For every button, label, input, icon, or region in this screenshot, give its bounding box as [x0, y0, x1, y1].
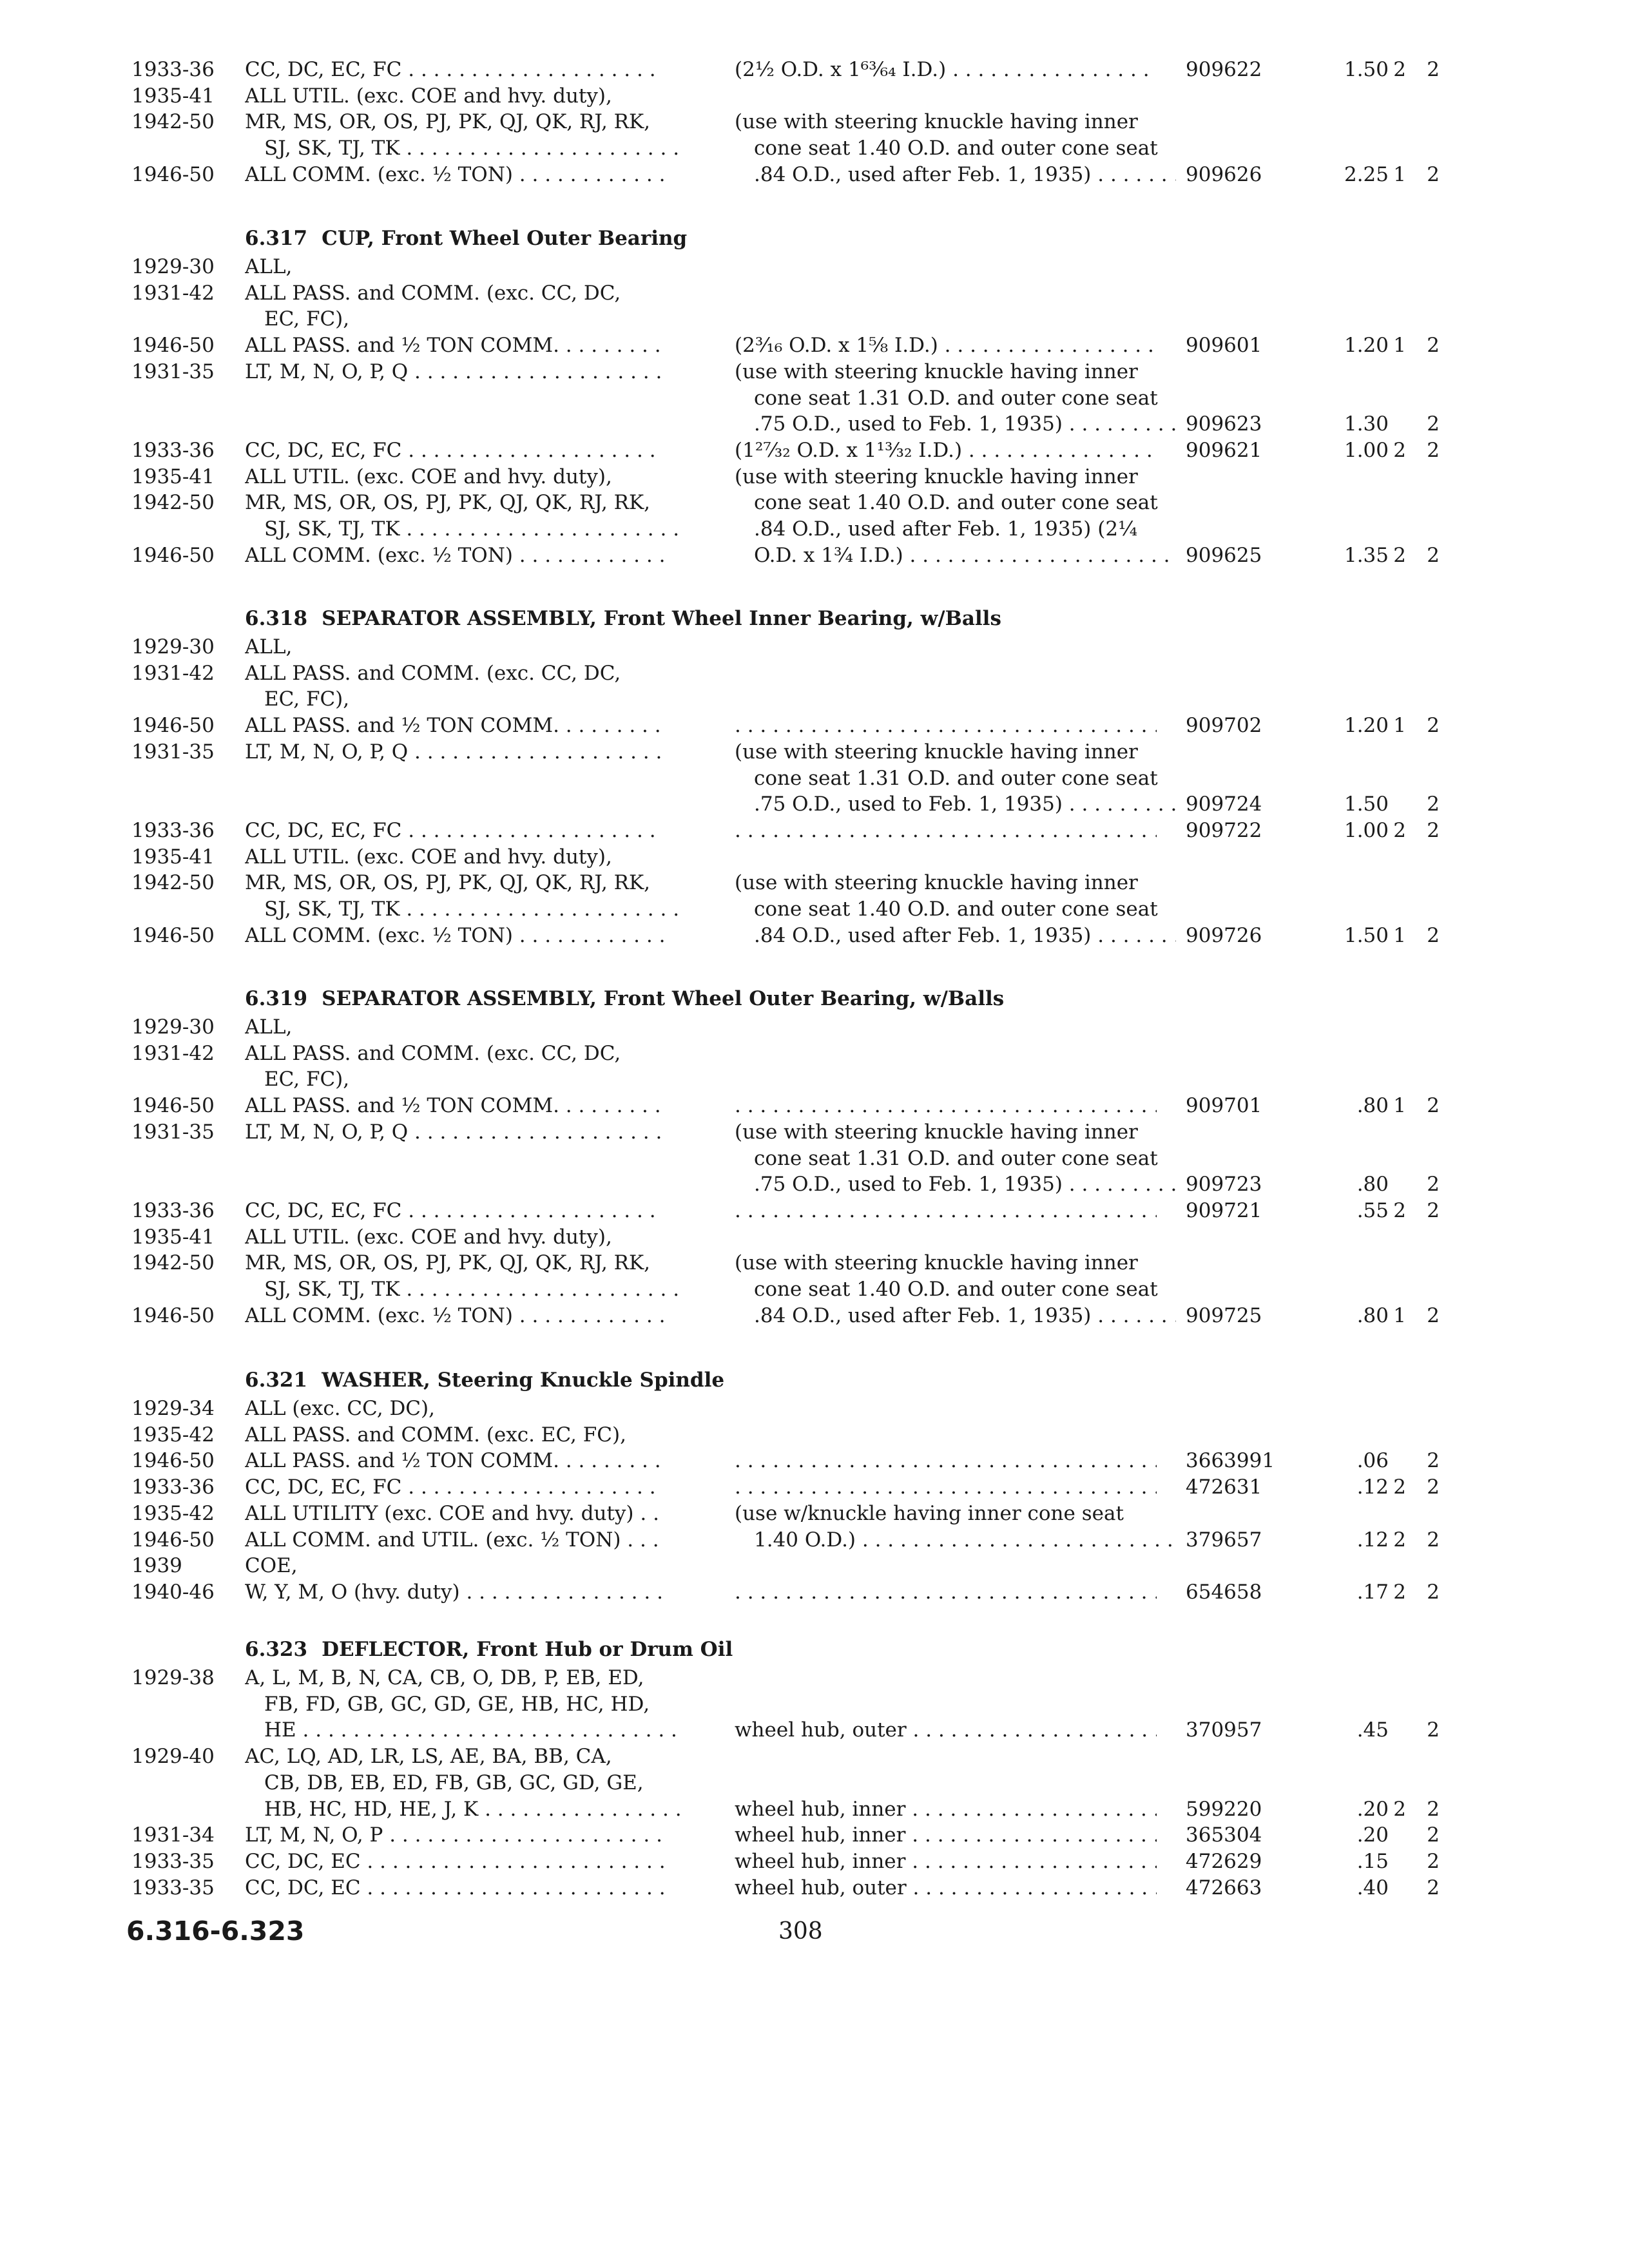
model-list: SJ, SK, TJ, TK . . . [245, 135, 683, 161]
part-description: (use with steering knuckle having inner [735, 1251, 1138, 1274]
model-list: ALL COMM. (exc. ½ TON) . . . [245, 923, 664, 948]
list-price: .17 [1356, 1581, 1389, 1604]
catalog-row [0, 765, 1629, 791]
catalog-row [0, 1579, 1629, 1605]
part-number: 379657 [1186, 1528, 1262, 1552]
package-quantity: 2 [1427, 1449, 1440, 1472]
package-quantity: 2 [1427, 1528, 1440, 1552]
part-number: 909621 [1186, 439, 1262, 462]
model-years: 1929-38 [131, 1666, 215, 1689]
model-list: ALL PASS. and ½ TON COMM. . . . [245, 332, 664, 358]
part-description: O.D. x 1¾ I.D.) . . . [735, 543, 1176, 568]
part-description: (use with steering knuckle having inner [735, 465, 1138, 488]
catalog-row [0, 1276, 1629, 1302]
model-list: ALL, [245, 635, 293, 658]
model-years: 1933-36 [131, 58, 215, 81]
part-description: wheel hub, outer . . . [735, 1875, 1157, 1901]
catalog-row [0, 1066, 1629, 1092]
package-quantity: 2 [1427, 1581, 1440, 1604]
package-quantity: 2 [1427, 1718, 1440, 1742]
section-number: 6.318 [245, 607, 308, 630]
catalog-row [0, 1744, 1629, 1769]
catalog-row [0, 1171, 1629, 1197]
list-price: 1.20 [1344, 334, 1389, 357]
quantity-per-car: 1 [1393, 334, 1406, 357]
model-list: ALL PASS. and COMM. (exc. CC, DC, [245, 1042, 621, 1065]
model-list: ALL, [245, 255, 293, 278]
list-price: .12 [1356, 1475, 1389, 1499]
catalog-row [0, 1396, 1629, 1421]
part-description: .75 O.D., used to Feb. 1, 1935) . . . [735, 1171, 1176, 1197]
part-description: (use with steering knuckle having inner [735, 740, 1138, 764]
catalog-row [0, 870, 1629, 896]
footer-section-range: 6.316-6.323 [126, 1916, 305, 1946]
catalog-row [0, 791, 1629, 817]
model-list: ALL UTIL. (exc. COE and hvy. duty), [245, 845, 612, 869]
part-number: 909623 [1186, 412, 1262, 436]
part-description: cone seat 1.31 O.D. and outer cone seat [754, 767, 1158, 790]
model-list: ALL UTIL. (exc. COE and hvy. duty), [245, 465, 612, 488]
catalog-row [0, 739, 1629, 765]
catalog-row [0, 1875, 1629, 1901]
quantity-per-car: 1 [1393, 1304, 1406, 1327]
package-quantity: 2 [1427, 714, 1440, 737]
list-price: .45 [1356, 1718, 1389, 1742]
package-quantity: 2 [1427, 334, 1440, 357]
model-years: 1933-36 [131, 439, 215, 462]
section-title: CUP, Front Wheel Outer Bearing [322, 227, 688, 250]
model-years: 1946-50 [131, 334, 215, 357]
catalog-row [0, 162, 1629, 187]
model-years: 1946-50 [131, 544, 215, 567]
model-list: CC, DC, EC, FC . . . [245, 437, 664, 463]
catalog-row [0, 543, 1629, 568]
catalog-row [0, 1717, 1629, 1743]
part-description: .84 O.D., used after Feb. 1, 1935) . . . [735, 162, 1176, 187]
part-description: (use with steering knuckle having inner [735, 360, 1138, 383]
catalog-row [0, 1474, 1629, 1500]
section-heading [245, 986, 1004, 1012]
section-heading [245, 226, 687, 251]
part-description [735, 1474, 1157, 1500]
model-list: ALL PASS. and COMM. (exc. CC, DC, [245, 282, 621, 305]
package-quantity: 2 [1427, 1876, 1440, 1899]
part-number: 472631 [1186, 1475, 1262, 1499]
part-description: wheel hub, outer . . . [735, 1717, 1157, 1743]
catalog-row [0, 1849, 1629, 1874]
model-list: CC, DC, EC . . . [245, 1849, 664, 1874]
catalog-row [0, 1250, 1629, 1276]
model-years: 1946-50 [131, 163, 215, 186]
model-list: CB, DB, EB, ED, FB, GB, GC, GD, GE, [264, 1771, 644, 1794]
part-number: 909601 [1186, 334, 1262, 357]
list-price: 1.50 [1344, 793, 1389, 816]
catalog-row [0, 516, 1629, 542]
model-list: CC, DC, EC, FC . . . [245, 57, 664, 82]
model-list: CC, DC, EC . . . [245, 1875, 664, 1901]
quantity-per-car: 2 [1393, 58, 1406, 81]
model-years: 1929-34 [131, 1397, 215, 1420]
part-number: 909726 [1186, 924, 1262, 947]
model-list: ALL COMM. (exc. ½ TON) . . . [245, 162, 664, 187]
quantity-per-car: 1 [1393, 163, 1406, 186]
model-years: 1931-42 [131, 282, 215, 305]
model-list: ALL PASS. and COMM. (exc. EC, FC), [245, 1423, 626, 1446]
model-list: CC, DC, EC, FC . . . [245, 1198, 664, 1224]
part-number: 3663991 [1186, 1449, 1275, 1472]
catalog-row [0, 1796, 1629, 1822]
package-quantity: 2 [1427, 1173, 1440, 1196]
part-description: (2³⁄₁₆ O.D. x 1⅝ I.D.) . . . [735, 332, 1157, 358]
catalog-row [0, 1303, 1629, 1329]
quantity-per-car: 2 [1393, 1475, 1406, 1499]
package-quantity: 2 [1427, 1823, 1440, 1847]
quantity-per-car: 2 [1393, 1798, 1406, 1821]
catalog-row [0, 1014, 1629, 1040]
package-quantity: 2 [1427, 1475, 1440, 1499]
model-list: MR, MS, OR, OS, PJ, PK, QJ, QK, RJ, RK, [245, 491, 651, 514]
catalog-row [0, 1422, 1629, 1448]
list-price: .40 [1356, 1876, 1389, 1899]
section-number: 6.323 [245, 1638, 308, 1661]
model-years: 1935-41 [131, 845, 215, 869]
list-price: .80 [1356, 1304, 1389, 1327]
model-years: 1935-42 [131, 1423, 215, 1446]
part-description: .84 O.D., used after Feb. 1, 1935) . . . [735, 923, 1176, 948]
model-list: LT, M, N, O, P, Q . . . [245, 739, 664, 765]
catalog-row [0, 1198, 1629, 1224]
part-description: .75 O.D., used to Feb. 1, 1935) . . . [735, 411, 1176, 437]
model-years: 1935-41 [131, 465, 215, 488]
catalog-row [0, 844, 1629, 870]
catalog-row [0, 437, 1629, 463]
model-list: MR, MS, OR, OS, PJ, PK, QJ, QK, RJ, RK, [245, 110, 651, 133]
part-description: cone seat 1.40 O.D. and outer cone seat [754, 1278, 1158, 1301]
model-years: 1940-46 [131, 1581, 215, 1604]
package-quantity: 2 [1427, 412, 1440, 436]
catalog-row [0, 923, 1629, 948]
model-years: 1931-35 [131, 360, 215, 383]
model-list: ALL PASS. and COMM. (exc. CC, DC, [245, 662, 621, 685]
package-quantity: 2 [1427, 924, 1440, 947]
part-description: .75 O.D., used to Feb. 1, 1935) . . . [735, 791, 1176, 817]
part-description [735, 1448, 1157, 1474]
model-years: 1946-50 [131, 1528, 215, 1552]
model-years: 1929-40 [131, 1745, 215, 1768]
model-years: 1935-41 [131, 84, 215, 108]
catalog-row [0, 1501, 1629, 1526]
model-list: COE, [245, 1554, 298, 1577]
package-quantity: 2 [1427, 819, 1440, 842]
model-years: 1933-35 [131, 1876, 215, 1899]
section-title: SEPARATOR ASSEMBLY, Front Wheel Inner Bearing, w/Balls [322, 607, 1001, 630]
package-quantity: 2 [1427, 793, 1440, 816]
catalog-row [0, 306, 1629, 332]
model-list: CC, DC, EC, FC . . . [245, 1474, 664, 1500]
part-number: 909702 [1186, 714, 1262, 737]
catalog-row [0, 280, 1629, 306]
list-price: 1.20 [1344, 714, 1389, 737]
part-number: 370957 [1186, 1718, 1262, 1742]
catalog-row [0, 135, 1629, 161]
model-years: 1946-50 [131, 714, 215, 737]
model-years: 1931-42 [131, 1042, 215, 1065]
catalog-row [0, 713, 1629, 738]
part-description: .84 O.D., used after Feb. 1, 1935) . . . [735, 1303, 1176, 1329]
section-heading [245, 1637, 733, 1662]
catalog-row [0, 1665, 1629, 1691]
list-price: 1.00 [1344, 439, 1389, 462]
section-number: 6.321 [245, 1369, 308, 1392]
package-quantity: 2 [1427, 1850, 1440, 1873]
model-list: ALL UTIL. (exc. COE and hvy. duty), [245, 1225, 612, 1249]
model-list: ALL PASS. and ½ TON COMM. . . . [245, 1093, 664, 1119]
model-years: 1946-50 [131, 924, 215, 947]
list-price: 2.25 [1344, 163, 1389, 186]
catalog-row [0, 1448, 1629, 1474]
part-number: 909723 [1186, 1173, 1262, 1196]
model-list: ALL COMM. (exc. ½ TON) . . . [245, 543, 664, 568]
model-list: ALL COMM. (exc. ½ TON) . . . [245, 1303, 664, 1329]
part-description: (1²⁷⁄₃₂ O.D. x 1¹³⁄₃₂ I.D.) . . . [735, 437, 1157, 463]
model-list: ALL UTILITY (exc. COE and hvy. duty) . . . [245, 1501, 664, 1526]
catalog-row [0, 1041, 1629, 1066]
model-years: 1946-50 [131, 1304, 215, 1327]
section-number: 6.319 [245, 987, 308, 1010]
part-number: 909724 [1186, 793, 1262, 816]
package-quantity: 2 [1427, 544, 1440, 567]
part-description [735, 1579, 1157, 1605]
catalog-row [0, 332, 1629, 358]
quantity-per-car: 2 [1393, 1581, 1406, 1604]
model-list: SJ, SK, TJ, TK . . . [245, 896, 683, 922]
catalog-row [0, 57, 1629, 82]
part-description [735, 818, 1157, 843]
catalog-row [0, 1119, 1629, 1145]
quantity-per-car: 1 [1393, 1094, 1406, 1117]
model-list: SJ, SK, TJ, TK . . . [245, 516, 683, 542]
part-description: cone seat 1.40 O.D. and outer cone seat [754, 898, 1158, 921]
model-years: 1933-35 [131, 1850, 215, 1873]
catalog-row [0, 254, 1629, 280]
part-description [735, 1198, 1157, 1224]
model-list: AC, LQ, AD, LR, LS, AE, BA, BB, CA, [245, 1745, 612, 1768]
model-years: 1933-36 [131, 1475, 215, 1499]
part-description: cone seat 1.31 O.D. and outer cone seat [754, 387, 1158, 410]
part-description: cone seat 1.40 O.D. and outer cone seat [754, 137, 1158, 160]
model-list: FB, FD, GB, GC, GD, GE, HB, HC, HD, [264, 1693, 650, 1716]
catalog-row [0, 1822, 1629, 1848]
list-price: 1.50 [1344, 924, 1389, 947]
model-list: MR, MS, OR, OS, PJ, PK, QJ, QK, RJ, RK, [245, 1251, 651, 1274]
part-description: 1.40 O.D.) . . . [735, 1527, 1176, 1553]
model-years: 1946-50 [131, 1449, 215, 1472]
catalog-row [0, 1770, 1629, 1796]
catalog-row [0, 1146, 1629, 1171]
list-price: .80 [1356, 1173, 1389, 1196]
catalog-row [0, 411, 1629, 437]
part-number: 909721 [1186, 1199, 1262, 1222]
list-price: .06 [1356, 1449, 1389, 1472]
catalog-row [0, 1093, 1629, 1119]
model-list: SJ, SK, TJ, TK . . . [245, 1276, 683, 1302]
part-number: 909701 [1186, 1094, 1262, 1117]
list-price: 1.50 [1344, 58, 1389, 81]
list-price: .55 [1356, 1199, 1389, 1222]
part-description: (use with steering knuckle having inner [735, 1120, 1138, 1144]
model-list: HE . . . [245, 1717, 683, 1743]
catalog-row [0, 686, 1629, 712]
quantity-per-car: 2 [1393, 1199, 1406, 1222]
quantity-per-car: 1 [1393, 714, 1406, 737]
model-years: 1946-50 [131, 1094, 215, 1117]
catalog-row [0, 490, 1629, 515]
list-price: .15 [1356, 1850, 1389, 1873]
package-quantity: 2 [1427, 1199, 1440, 1222]
part-description: .84 O.D., used after Feb. 1, 1935) (2¼ [754, 517, 1138, 541]
quantity-per-car: 1 [1393, 924, 1406, 947]
catalog-row [0, 83, 1629, 109]
part-number: 599220 [1186, 1798, 1262, 1821]
model-list: ALL (exc. CC, DC), [245, 1397, 435, 1420]
quantity-per-car: 2 [1393, 544, 1406, 567]
model-list: LT, M, N, O, P, Q . . . [245, 1119, 664, 1145]
model-list: EC, FC), [264, 307, 350, 331]
model-list: ALL, [245, 1015, 293, 1039]
model-list: ALL PASS. and ½ TON COMM. . . . [245, 1448, 664, 1474]
section-title: WASHER, Steering Knuckle Spindle [322, 1369, 725, 1392]
part-description: (use w/knuckle having inner cone seat [735, 1502, 1124, 1525]
catalog-row [0, 1691, 1629, 1717]
list-price: .80 [1356, 1094, 1389, 1117]
footer-page-number: 308 [778, 1918, 823, 1945]
list-price: .20 [1356, 1823, 1389, 1847]
model-years: 1933-36 [131, 1199, 215, 1222]
model-list: EC, FC), [264, 687, 350, 711]
package-quantity: 2 [1427, 439, 1440, 462]
list-price: 1.00 [1344, 819, 1389, 842]
catalog-row [0, 634, 1629, 660]
catalog-row [0, 109, 1629, 135]
quantity-per-car: 2 [1393, 439, 1406, 462]
package-quantity: 2 [1427, 1304, 1440, 1327]
model-list: LT, M, N, O, P, Q . . . [245, 359, 664, 385]
part-description: wheel hub, inner . . . [735, 1796, 1157, 1822]
model-list: W, Y, M, O (hvy. duty) . . . [245, 1579, 664, 1605]
model-list: ALL UTIL. (exc. COE and hvy. duty), [245, 84, 612, 108]
part-number: 909622 [1186, 58, 1262, 81]
catalog-row [0, 359, 1629, 385]
part-description [735, 1093, 1157, 1119]
part-description [735, 713, 1157, 738]
package-quantity: 2 [1427, 1798, 1440, 1821]
list-price: 1.30 [1344, 412, 1389, 436]
catalog-row [0, 1224, 1629, 1250]
model-list: MR, MS, OR, OS, PJ, PK, QJ, QK, RJ, RK, [245, 871, 651, 894]
model-years: 1942-50 [131, 871, 215, 894]
model-list: ALL COMM. and UTIL. (exc. ½ TON) . . . [245, 1527, 664, 1553]
catalog-row [0, 660, 1629, 686]
model-list: HB, HC, HD, HE, J, K . . . [245, 1796, 683, 1822]
model-years: 1931-35 [131, 1120, 215, 1144]
package-quantity: 2 [1427, 58, 1440, 81]
part-number: 909722 [1186, 819, 1262, 842]
part-number: 472663 [1186, 1876, 1262, 1899]
section-number: 6.317 [245, 227, 308, 250]
section-heading [245, 606, 1001, 631]
part-number: 654658 [1186, 1581, 1262, 1604]
catalog-row [0, 1553, 1629, 1579]
part-description: (use with steering knuckle having inner [735, 110, 1138, 133]
catalog-row [0, 464, 1629, 490]
part-description: wheel hub, inner . . . [735, 1822, 1157, 1848]
catalog-row [0, 385, 1629, 411]
part-description: (use with steering knuckle having inner [735, 871, 1138, 894]
model-years: 1939 [131, 1554, 182, 1577]
model-years: 1929-30 [131, 1015, 215, 1039]
model-years: 1931-42 [131, 662, 215, 685]
catalog-row [0, 1527, 1629, 1553]
part-description: (2½ O.D. x 1⁶³⁄₆₄ I.D.) . . . [735, 57, 1157, 82]
quantity-per-car: 2 [1393, 1528, 1406, 1552]
model-years: 1931-34 [131, 1823, 215, 1847]
model-years: 1931-35 [131, 740, 215, 764]
part-number: 909625 [1186, 544, 1262, 567]
model-years: 1942-50 [131, 110, 215, 133]
model-list: CC, DC, EC, FC . . . [245, 818, 664, 843]
quantity-per-car: 2 [1393, 819, 1406, 842]
model-years: 1929-30 [131, 255, 215, 278]
part-number: 909626 [1186, 163, 1262, 186]
list-price: .12 [1356, 1528, 1389, 1552]
model-list: LT, M, N, O, P . . . [245, 1822, 664, 1848]
model-list: ALL PASS. and ½ TON COMM. . . . [245, 713, 664, 738]
model-years: 1935-42 [131, 1502, 215, 1525]
model-list: EC, FC), [264, 1068, 350, 1091]
list-price: 1.35 [1344, 544, 1389, 567]
part-description: cone seat 1.31 O.D. and outer cone seat [754, 1147, 1158, 1170]
section-title: SEPARATOR ASSEMBLY, Front Wheel Outer Bearing, w/Balls [322, 987, 1005, 1010]
part-number: 472629 [1186, 1850, 1262, 1873]
model-years: 1942-50 [131, 491, 215, 514]
model-list: A, L, M, B, N, CA, CB, O, DB, P, EB, ED, [245, 1666, 644, 1689]
list-price: .20 [1356, 1798, 1389, 1821]
package-quantity: 2 [1427, 163, 1440, 186]
model-years: 1929-30 [131, 635, 215, 658]
catalog-row [0, 896, 1629, 922]
section-title: DEFLECTOR, Front Hub or Drum Oil [322, 1638, 733, 1661]
catalog-row [0, 818, 1629, 843]
model-years: 1942-50 [131, 1251, 215, 1274]
part-number: 365304 [1186, 1823, 1262, 1847]
section-heading [245, 1367, 724, 1393]
package-quantity: 2 [1427, 1094, 1440, 1117]
part-number: 909725 [1186, 1304, 1262, 1327]
part-description: cone seat 1.40 O.D. and outer cone seat [754, 491, 1158, 514]
part-description: wheel hub, inner . . . [735, 1849, 1157, 1874]
model-years: 1935-41 [131, 1225, 215, 1249]
model-years: 1933-36 [131, 819, 215, 842]
